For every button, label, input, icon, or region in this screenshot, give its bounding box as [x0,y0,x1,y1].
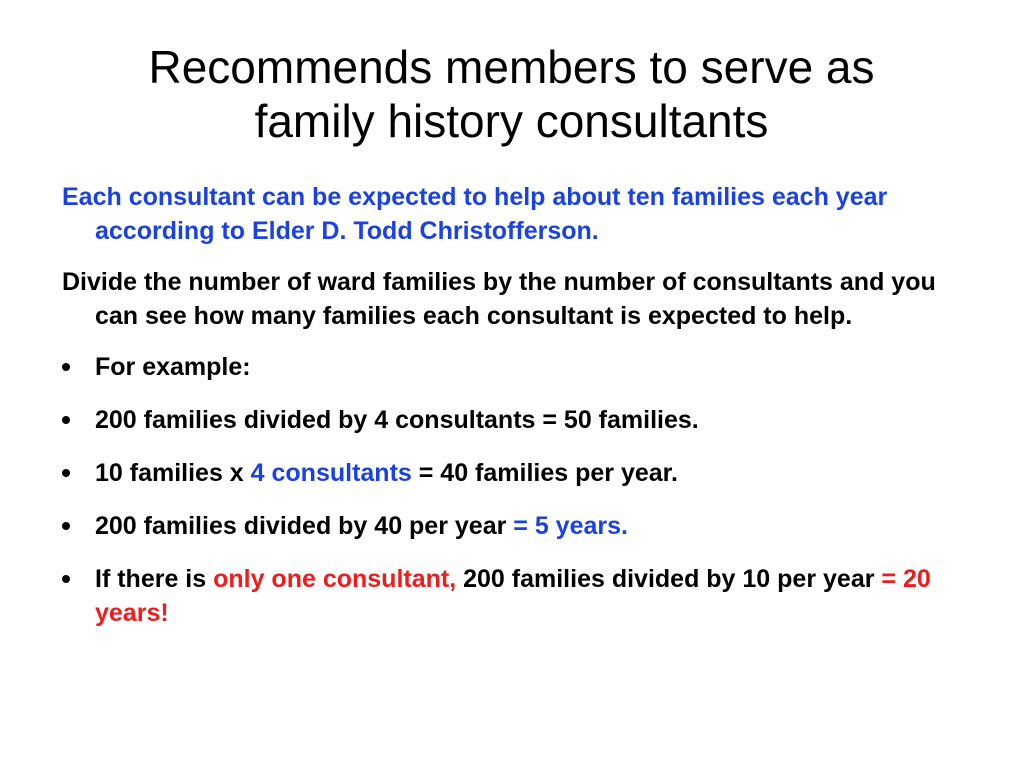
bullet-item [62,509,962,543]
bullet-text: = 40 families per year. [411,459,678,487]
bullet-text: 200 families divided by 4 consultants = 50 families. [95,406,699,434]
bullet-dot-icon [62,416,70,424]
bullet-item [62,403,962,437]
bullet-highlight: = 5 years. [513,512,628,540]
bullet-dot-icon [62,522,70,530]
bullet-highlight: = 20 years! [95,565,931,627]
title-line-1: Recommends members to serve as [148,41,875,93]
bullet-highlight: 4 consultants [250,459,412,487]
bullet-item [62,350,962,384]
bullet-dot-icon [62,469,70,477]
bullet-dot-icon [62,363,70,371]
slide-title [60,40,963,148]
bullet-item [62,456,962,490]
title-line-2: family history consultants [254,95,769,147]
bullet-dot-icon [62,575,70,583]
bullet-item [62,562,962,630]
consultant-expectation-paragraph: Each consultant can be expected to help about ten families each year according to Elder D. Todd Christofferson. [62,183,888,245]
bullet-text: 200 families divided by 10 per year [456,565,882,593]
bullet-text: If there is [95,565,214,593]
bullet-text: 200 families divided by 40 per year [95,512,514,540]
bullet-highlight: only one consultant, [213,565,457,593]
slide-body [62,180,962,649]
bullet-text: For example: [95,353,251,381]
bullet-text: 10 families x [95,459,251,487]
divide-instruction-paragraph: Divide the number of ward families by the number of consultants and you can see how many families each consultant is expected to help. [62,268,936,330]
